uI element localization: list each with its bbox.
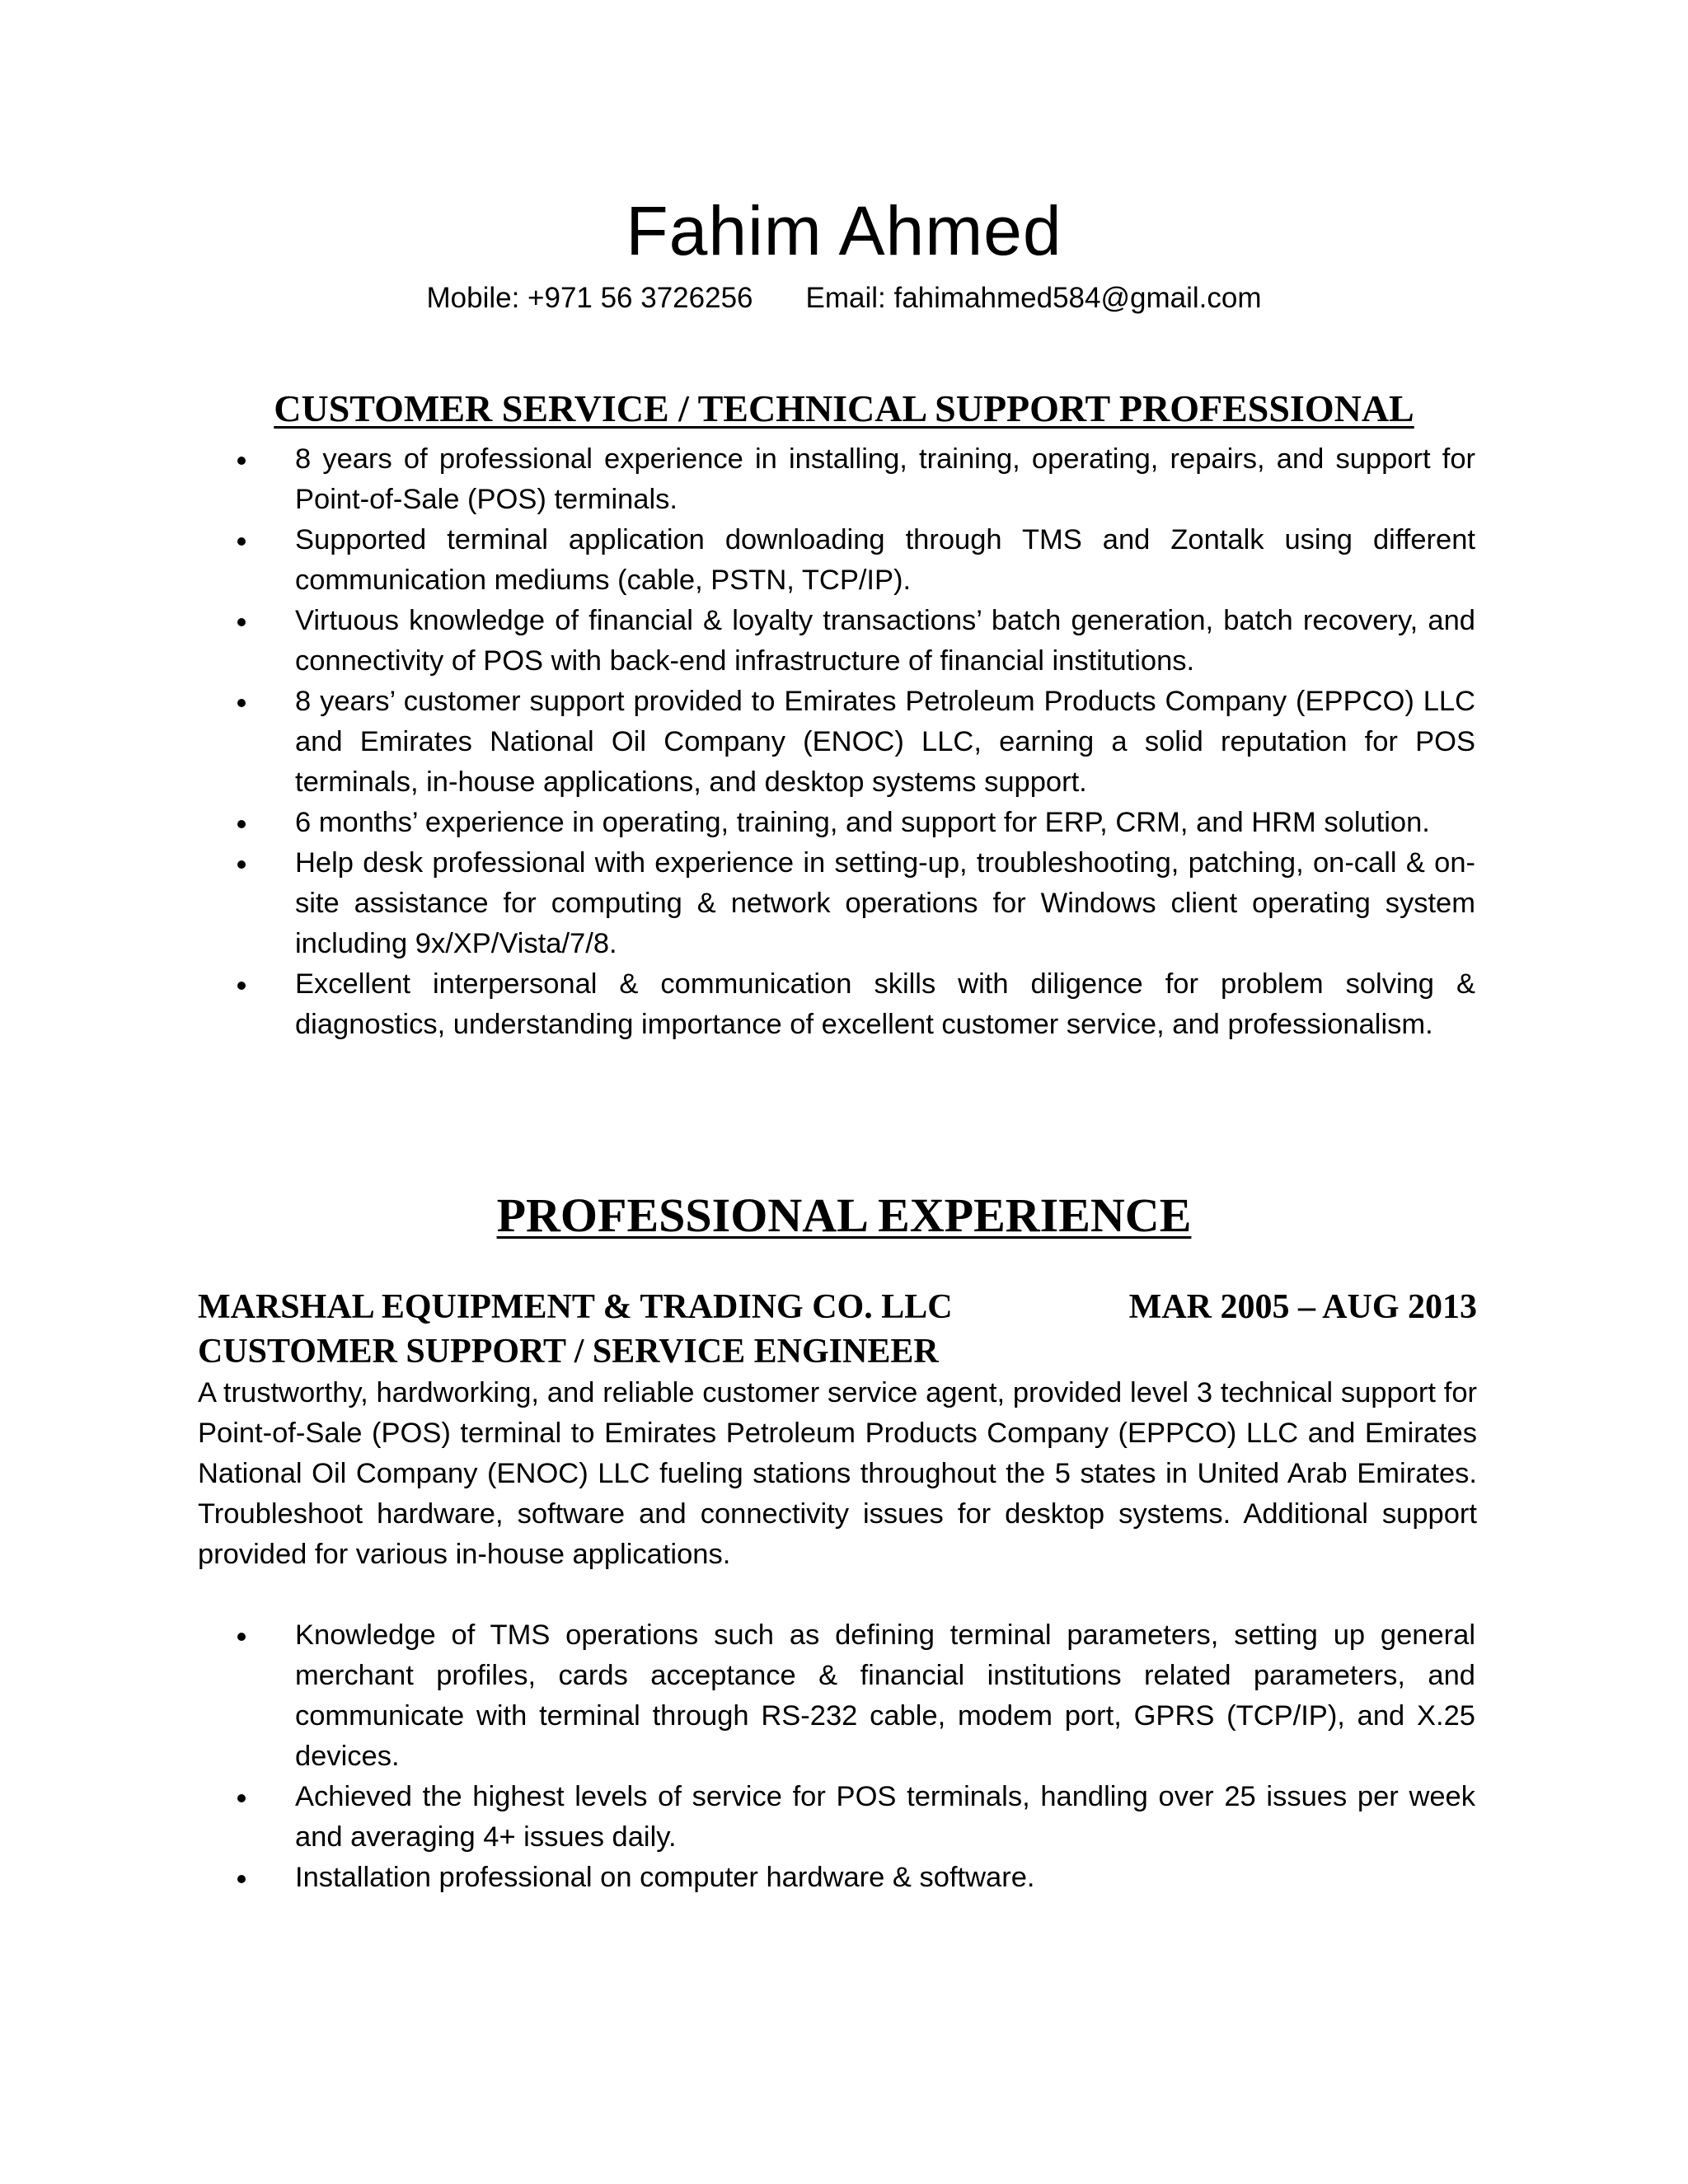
bullet-icon <box>237 457 246 465</box>
mobile-number: Mobile: +971 56 3726256 <box>426 282 753 314</box>
job-achievement-text: Achieved the highest levels of service for POS terminals, handling over 25 issues per week and averaging 4+ issues daily. <box>295 1781 1475 1853</box>
job-dates: MAR 2005 – AUG 2013 <box>1128 1288 1477 1326</box>
bullet-icon <box>237 537 246 546</box>
summary-item <box>0 601 1475 682</box>
summary-item <box>0 520 1475 601</box>
summary-item-text: Help desk professional with experience in setting-up, troubleshooting, patching, on-call & on-site assistance for computing & network operations for Windows client operating system including 9x/XP/Vista/7/8. <box>295 847 1475 959</box>
summary-item-text: Excellent interpersonal & communication skills with diligence for problem solving & diagnostics, understanding importance of excellent customer service, and professionalism. <box>295 968 1475 1040</box>
job-achievement-item <box>0 1615 1475 1777</box>
summary-item-text: 8 years of professional experience in installing, training, operating, repairs, and support for Point-of-Sale (POS) terminals. <box>295 443 1475 515</box>
summary-item <box>0 964 1475 1045</box>
summary-item-text: Virtuous knowledge of financial & loyalty transactions’ batch generation, batch recovery, and connectivity of POS with back-end infrastructure of financial institutions. <box>295 605 1475 677</box>
job-achievement-item <box>0 1858 1475 1898</box>
job-achievement-text: Knowledge of TMS operations such as defining terminal parameters, setting up general merchant profiles, cards acceptance & financial institutions related parameters, and communicate with terminal through RS-232 cable, modem port, GPRS (TCP/IP), and X.25 devices. <box>295 1619 1475 1772</box>
summary-title: CUSTOMER SERVICE / TECHNICAL SUPPORT PROFESSIONAL <box>274 387 1414 429</box>
bullet-icon <box>237 618 246 626</box>
summary-list <box>0 439 1475 1045</box>
candidate-name: Fahim Ahmed <box>626 192 1062 269</box>
contact-line <box>0 279 1688 318</box>
summary-item <box>0 843 1475 964</box>
job-achievement-item <box>0 1777 1475 1858</box>
summary-item <box>0 439 1475 520</box>
experience-title: PROFESSIONAL EXPERIENCE <box>496 1188 1192 1242</box>
job-achievements-list <box>0 1615 1475 1898</box>
job-role: CUSTOMER SUPPORT / SERVICE ENGINEER <box>198 1333 939 1371</box>
bullet-icon <box>237 1875 246 1883</box>
summary-item <box>0 803 1475 843</box>
summary-item-text: Supported terminal application downloading through TMS and Zontalk using different communication mediums (cable, PSTN, TCP/IP). <box>295 524 1475 596</box>
job-description: A trustworthy, hardworking, and reliable customer service agent, provided level 3 technical support for Point-of-Sale (POS) terminal to Emirates Petroleum Products Company (EPPCO) LLC and Emirates National Oil Company (ENOC) LLC fueling stations throughout the 5 states in United Arab Emirates. Troubleshoot hardware, software and connectivity issues for desktop systems. Additional support provided for various in-house applications. <box>198 1377 1477 1570</box>
bullet-icon <box>237 982 246 990</box>
summary-item-text: 8 years’ customer support provided to Emirates Petroleum Products Company (EPPCO) LLC and Emirates National Oil Company (ENOC) LLC, earning a solid reputation for POS terminals, in-house applications, and desktop systems support. <box>295 686 1475 798</box>
bullet-icon <box>237 860 246 869</box>
job-achievement-text: Installation professional on computer hardware & software. <box>295 1862 1035 1893</box>
summary-item <box>0 682 1475 803</box>
bullet-icon <box>237 1794 246 1802</box>
bullet-icon <box>237 1633 246 1641</box>
bullet-icon <box>237 699 246 707</box>
job-header <box>198 1286 1477 1329</box>
email-address: Email: fahimahmed584@gmail.com <box>805 282 1262 314</box>
bullet-icon <box>237 820 246 828</box>
job-company: MARSHAL EQUIPMENT & TRADING CO. LLC <box>198 1288 953 1326</box>
summary-item-text: 6 months’ experience in operating, training, and support for ERP, CRM, and HRM solution. <box>295 807 1430 838</box>
